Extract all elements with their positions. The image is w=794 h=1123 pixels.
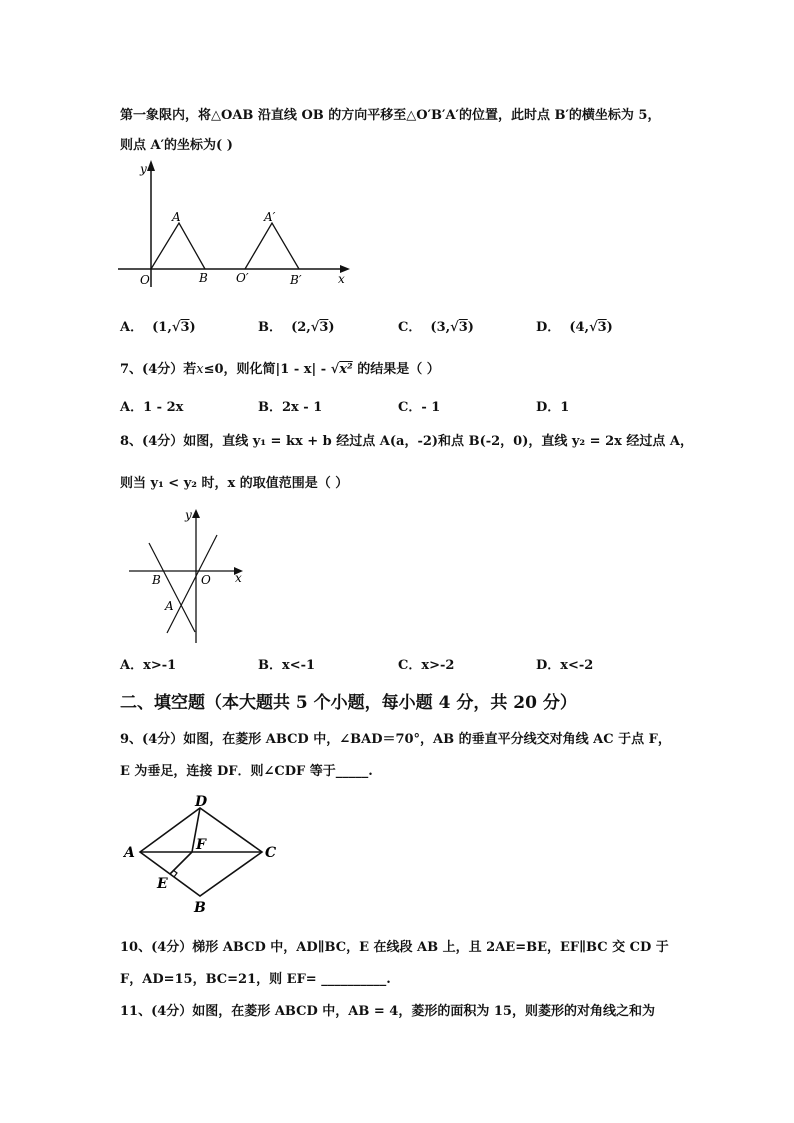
y-axis-arrow: [192, 509, 200, 518]
label-o2: O′: [236, 271, 249, 285]
label-o: O: [140, 273, 150, 287]
label-f: F: [196, 837, 206, 853]
q8-stem-line2: 则当 y₁ < y₂ 时，x 的取值范围是（ ）: [120, 476, 349, 491]
label-c: C: [265, 845, 277, 861]
triangle-o2a2b2: [245, 223, 299, 269]
label-y: y: [185, 508, 192, 522]
q7-option-c[interactable]: C．- 1: [398, 400, 441, 415]
q7-stem: 7、(4分）若x≤0，则化简|1 - x| - √x² 的结果是（ ）: [120, 362, 440, 377]
q6-option-a[interactable]: A． (1,√3): [120, 320, 196, 335]
q8-option-a[interactable]: A．x>-1: [120, 658, 177, 673]
q9-stem-line1: 9、(4分）如图，在菱形 ABCD 中，∠BAD＝70°，AB 的垂直平分线交对角线 AC 于点 F，: [120, 732, 671, 747]
triangle-oab: [151, 223, 205, 269]
q8-option-b[interactable]: B．x<-1: [258, 658, 316, 673]
label-a2: A′: [264, 210, 276, 224]
q8-figure: [125, 505, 255, 647]
label-o: O: [201, 573, 211, 587]
q6-figure: [118, 155, 358, 290]
label-e: E: [157, 876, 168, 892]
label-a: A: [165, 599, 174, 613]
q7-option-d[interactable]: D．1: [536, 400, 570, 415]
label-b: B: [194, 900, 206, 916]
q8-option-c[interactable]: C．x>-2: [398, 658, 455, 673]
label-b: B: [152, 573, 161, 587]
q6-option-d[interactable]: D． (4,√3): [536, 320, 613, 335]
q6-stem-line1: 第一象限内，将△OAB 沿直线 OB 的方向平移至△O′B′A′的位置，此时点 B′的横坐标为 5，: [120, 108, 661, 123]
q6-option-c[interactable]: C． (3,√3): [398, 320, 474, 335]
q9-stem-line2: E 为垂足，连接 DF．则∠CDF 等于_____.: [120, 764, 373, 779]
q8-option-d[interactable]: D．x<-2: [536, 658, 594, 673]
label-x: x: [338, 272, 345, 286]
q9-figure: [118, 790, 288, 920]
q10-stem-line2: F，AD=15，BC=21，则 EF= __________.: [120, 972, 391, 987]
q7-option-b[interactable]: B．2x - 1: [258, 400, 323, 415]
q10-stem-line1: 10、(4分）梯形 ABCD 中，AD∥BC，E 在线段 AB 上，且 2AE=BE，EF∥BC 交 CD 于: [120, 940, 669, 955]
line-y1: [149, 543, 195, 632]
label-b: B: [199, 271, 208, 285]
label-b2: B′: [290, 273, 302, 287]
q6-stem-line2: 则点 A′的坐标为( ): [120, 138, 233, 153]
label-a: A: [172, 210, 181, 224]
q11-stem-line1: 11、(4分）如图，在菱形 ABCD 中，AB = 4，菱形的面积为 15，则菱形的对角线之和为: [120, 1004, 655, 1019]
q6-option-b[interactable]: B． (2,√3): [258, 320, 335, 335]
q7-option-a[interactable]: A．1 - 2x: [120, 400, 184, 415]
label-d: D: [195, 794, 208, 810]
label-a: A: [124, 845, 135, 861]
label-x: x: [235, 571, 242, 585]
q8-stem-line1: 8、(4分）如图，直线 y₁ = kx + b 经过点 A(a，-2)和点 B(-2，0)，直线 y₂ = 2x 经过点 A，: [120, 434, 694, 449]
y-axis-arrow: [147, 160, 155, 171]
label-y: y: [140, 162, 147, 176]
section-heading: 二、填空题（本大题共 5 个小题，每小题 4 分，共 20 分）: [120, 693, 577, 713]
